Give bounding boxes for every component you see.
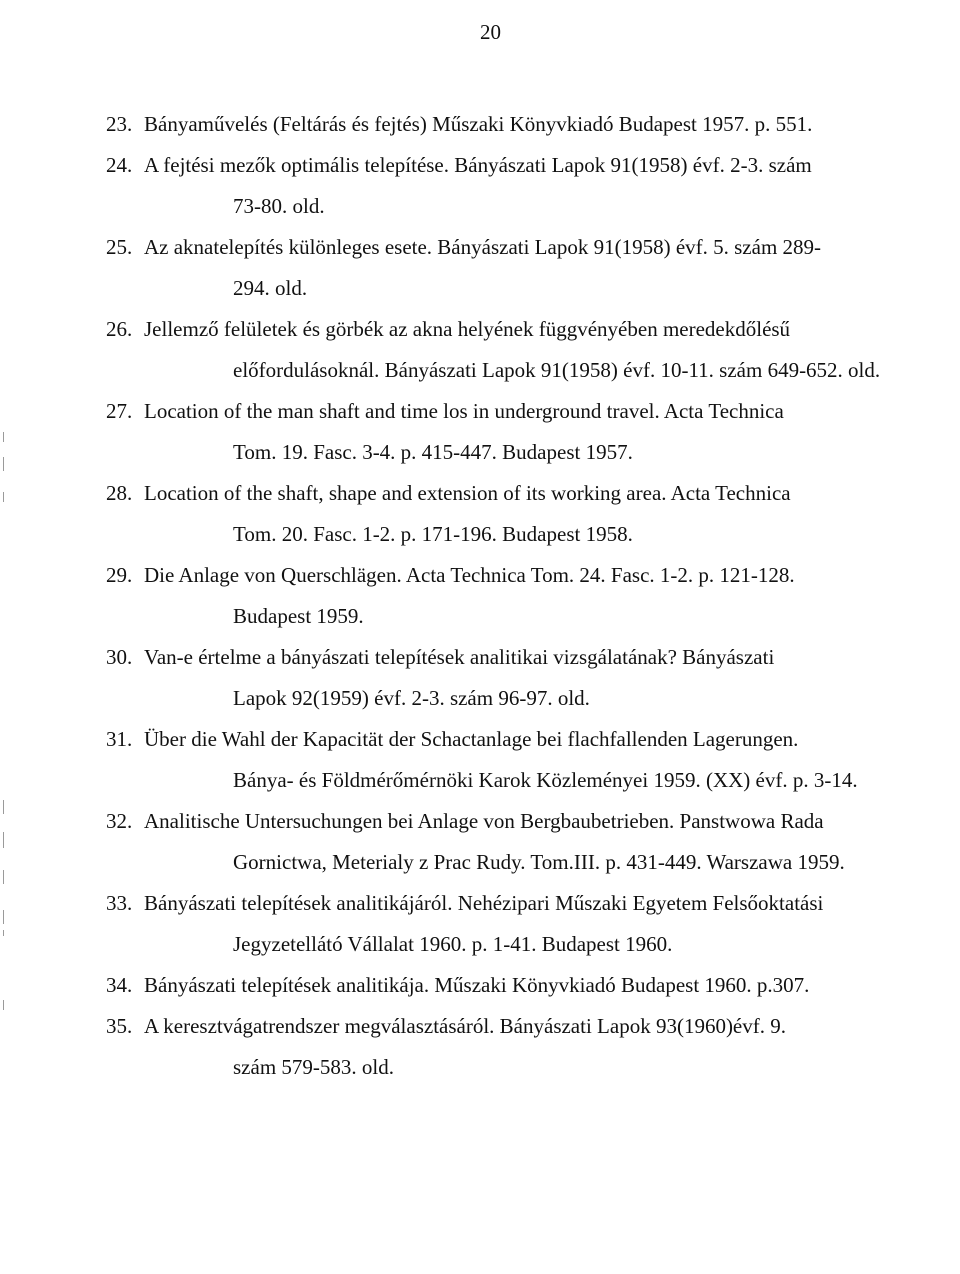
reference-continuation: előfordulásoknál. Bányászati Lapok 91(1958) évf. 10-11. szám 649-652. old. [233, 358, 881, 382]
reference-item [0, 801, 960, 883]
reference-number: 25. [106, 235, 133, 259]
reference-continuation: szám 579-583. old. [233, 1055, 394, 1079]
reference-text: Location of the man shaft and time los in underground travel. Acta Technica [144, 399, 784, 423]
reference-continuation: Budapest 1959. [233, 604, 364, 628]
reference-number: 29. [106, 563, 133, 587]
reference-item [0, 1006, 960, 1088]
reference-text: Bányászati telepítések analitikája. Műszaki Könyvkiadó Budapest 1960. p.307. [144, 973, 810, 997]
page-number: 20 [480, 20, 501, 44]
reference-item [0, 145, 960, 227]
reference-text: Analitische Untersuchungen bei Anlage von Bergbaubetrieben. Panstwowa Rada [144, 809, 824, 833]
reference-number: 31. [106, 727, 133, 751]
reference-number: 23. [106, 112, 133, 136]
reference-number: 33. [106, 891, 133, 915]
reference-continuation: Jegyzetellátó Vállalat 1960. p. 1-41. Budapest 1960. [233, 932, 673, 956]
scan-speck [3, 1000, 4, 1010]
scan-speck [3, 870, 4, 884]
scan-speck [3, 492, 4, 502]
scan-edge-marks [3, 0, 7, 1274]
reference-continuation: 73-80. old. [233, 194, 325, 218]
reference-number: 27. [106, 399, 133, 423]
reference-text: A keresztvágatrendszer megválasztásáról. Bányászati Lapok 93(1960)évf. 9. [144, 1014, 786, 1038]
reference-item [0, 473, 960, 555]
scan-speck [3, 800, 4, 814]
reference-list [0, 104, 960, 1088]
scan-speck [3, 910, 4, 924]
reference-continuation: Tom. 19. Fasc. 3-4. p. 415-447. Budapest 1957. [233, 440, 633, 464]
scan-speck [3, 930, 4, 936]
reference-number: 34. [106, 973, 133, 997]
reference-text: Jellemző felületek és görbék az akna helyének függvényében meredekdőlésű [144, 317, 791, 341]
reference-text: Die Anlage von Querschlägen. Acta Technica Tom. 24. Fasc. 1-2. p. 121-128. [144, 563, 795, 587]
reference-continuation: Tom. 20. Fasc. 1-2. p. 171-196. Budapest 1958. [233, 522, 633, 546]
reference-text: Bányászati telepítések analitikájáról. Nehézipari Műszaki Egyetem Felsőoktatási [144, 891, 824, 915]
reference-item [0, 637, 960, 719]
reference-continuation: Bánya- és Földmérőmérnöki Karok Közleményei 1959. (XX) évf. p. 3-14. [233, 768, 858, 792]
reference-item [0, 309, 960, 391]
reference-text: Location of the shaft, shape and extension of its working area. Acta Technica [144, 481, 791, 505]
reference-number: 28. [106, 481, 133, 505]
reference-number: 30. [106, 645, 133, 669]
scan-speck [3, 832, 4, 848]
reference-item [0, 104, 960, 145]
reference-number: 35. [106, 1014, 133, 1038]
reference-text: Van-e értelme a bányászati telepítések analitikai vizsgálatának? Bányászati [144, 645, 775, 669]
reference-text: Az aknatelepítés különleges esete. Bányászati Lapok 91(1958) évf. 5. szám 289- [144, 235, 822, 259]
scan-speck [3, 457, 4, 471]
reference-item [0, 883, 960, 965]
reference-item [0, 227, 960, 309]
reference-item [0, 965, 960, 1006]
reference-continuation: Gornictwa, Meterialy z Prac Rudy. Tom.III. p. 431-449. Warszawa 1959. [233, 850, 845, 874]
reference-number: 24. [106, 153, 133, 177]
reference-text: Über die Wahl der Kapacität der Schactanlage bei flachfallenden Lagerungen. [144, 727, 799, 751]
reference-item [0, 391, 960, 473]
reference-item [0, 555, 960, 637]
reference-text: A fejtési mezők optimális telepítése. Bányászati Lapok 91(1958) évf. 2-3. szám [144, 153, 812, 177]
reference-continuation: 294. old. [233, 276, 308, 300]
reference-item [0, 719, 960, 801]
reference-text: Bányaművelés (Feltárás és fejtés) Műszaki Könyvkiadó Budapest 1957. p. 551. [144, 112, 813, 136]
reference-continuation: Lapok 92(1959) évf. 2-3. szám 96-97. old. [233, 686, 590, 710]
reference-number: 32. [106, 809, 133, 833]
reference-number: 26. [106, 317, 133, 341]
scan-speck [3, 432, 4, 442]
